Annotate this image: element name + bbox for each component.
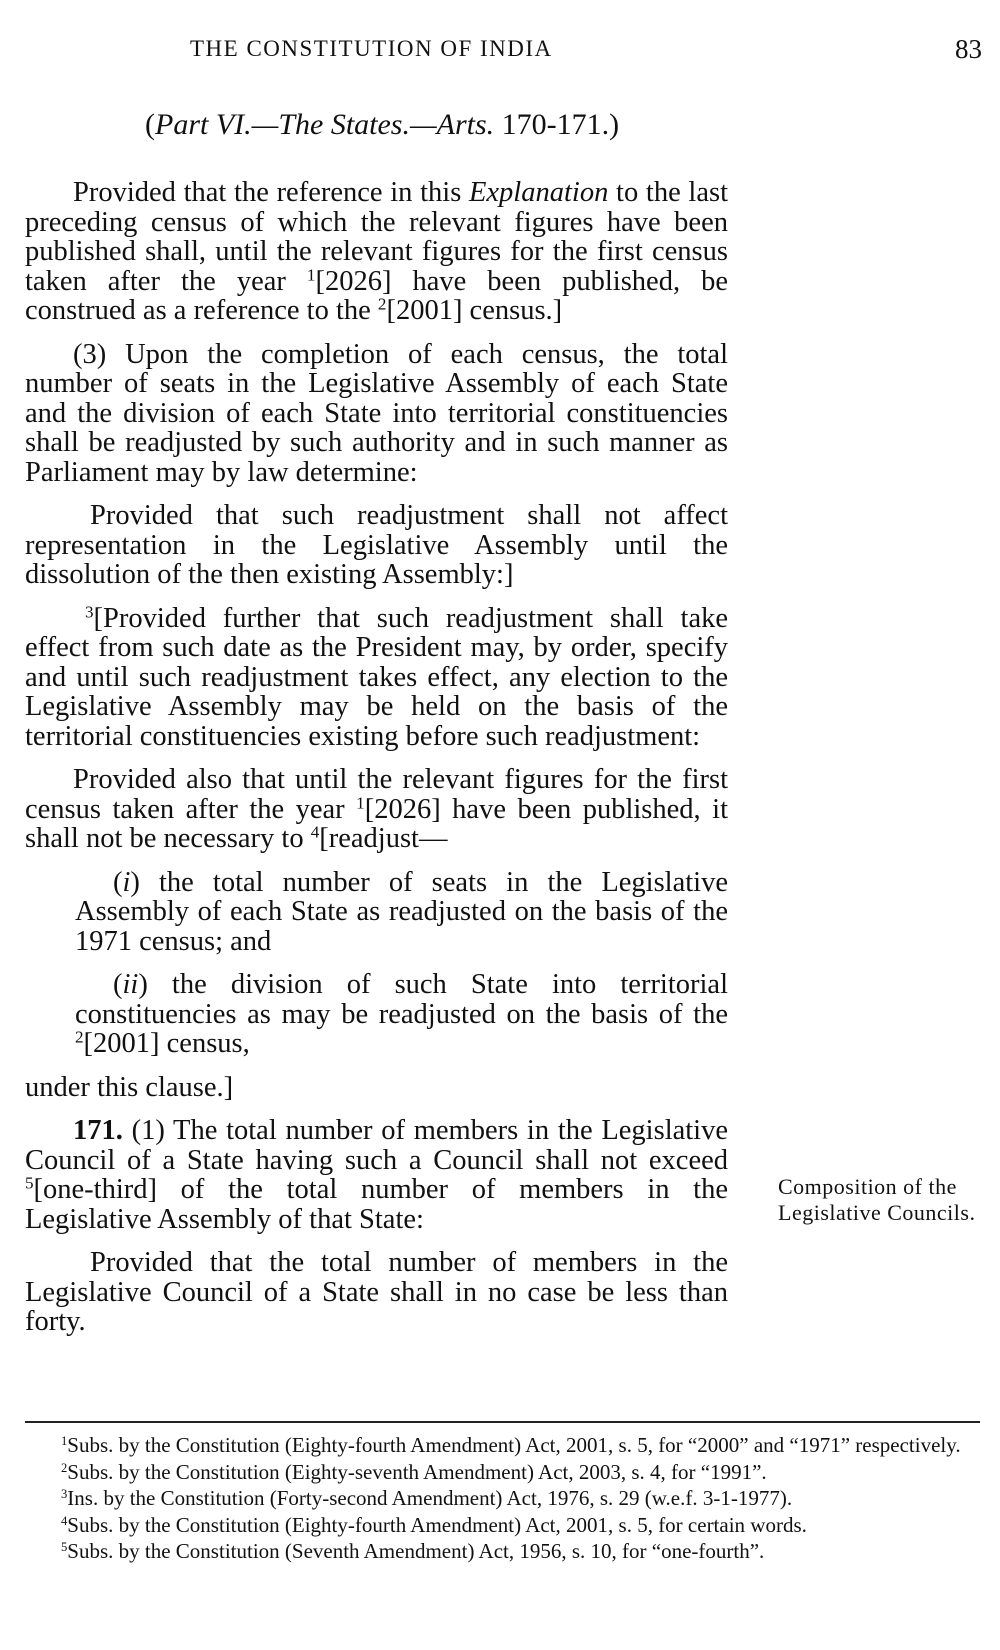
article-171 <box>25 1116 728 1234</box>
paragraph-proviso: Provided that such readjustment shall not affect representation in the Legislative Assembly until the dissolution of the then existing Assembly:] <box>25 500 728 590</box>
sub-clause-ii <box>25 970 728 1059</box>
paragraph-proviso-also <box>25 765 728 854</box>
clause-number: ii <box>122 969 139 1000</box>
sub-clause-i <box>25 868 728 957</box>
part-heading <box>145 108 619 142</box>
text-run: ) the total number of seats in the Legislative Assembly of each State as readjusted on the basis of the 1971 census; and <box>75 866 728 957</box>
footnote <box>25 1432 980 1459</box>
footnote <box>25 1512 980 1539</box>
text-run: ( <box>113 969 123 1000</box>
text-run: to the last preceding census of which the relevant figures have been published shall, until the relevant figures for the first census taken after the year <box>25 177 728 297</box>
paragraph-explanation-proviso <box>25 178 728 326</box>
footnote-ref: 1 <box>306 265 316 285</box>
article-number: 171. <box>73 1115 123 1146</box>
text-run: Provided also that until the relevant figures for the first census taken after the year <box>25 764 728 825</box>
footnote-mark: 3 <box>61 1487 68 1502</box>
footnote-ref: 3 <box>85 602 94 622</box>
clause-number: i <box>122 866 131 898</box>
footnote-ref: 2 <box>75 1027 84 1047</box>
running-title: THE CONSTITUTION OF INDIA <box>190 36 553 61</box>
text-run: [Provided further that such readjustment shall take effect from such date as the President may, by order, specify and until such readjustment takes effect, any election to the Legislative Assembly may be held on the basis of the territorial constituencies existing before such readjustment: <box>25 602 728 752</box>
footnote-mark: 2 <box>61 1460 68 1475</box>
paragraph-proviso-further <box>25 604 728 752</box>
footnote-divider <box>25 1421 980 1423</box>
text-run: ( <box>113 866 123 898</box>
footnotes <box>25 1432 980 1565</box>
footnote <box>25 1485 980 1512</box>
footnote-mark: 4 <box>61 1513 68 1528</box>
text-run: [2001] census, <box>83 1028 250 1059</box>
part-heading-open: ( <box>145 108 155 141</box>
text-run: [2026] have been published, be construed as a reference to the <box>25 265 729 326</box>
footnote-text: Subs. by the Constitution (Eighty-fourth Amendment) Act, 2001, s. 5, for “2000” and “1971” respectively. <box>67 1433 961 1457</box>
footnote-text: Ins. by the Constitution (Forty-second Amendment) Act, 1976, s. 29 (w.e.f. 3-1-1977). <box>67 1486 793 1510</box>
part-heading-articles: 170-171.) <box>494 108 620 141</box>
text-run: [one-third] of the total number of members in the Legislative Assembly of that State: <box>25 1174 728 1235</box>
margin-note: Composition of the Legislative Councils. <box>778 1174 976 1225</box>
footnote-text: Subs. by the Constitution (Eighty-seventh Amendment) Act, 2003, s. 4, for “1991”. <box>67 1459 767 1484</box>
main-text <box>25 178 728 1351</box>
part-heading-italic: Part VI.—The States.—Arts. <box>155 108 495 141</box>
text-run: [2026] have been published, it shall not be necessary to <box>25 793 728 854</box>
footnote-ref: 1 <box>356 793 365 813</box>
text-run: (1) The total number of members in the Legislative Council of a State having such a Council shall not exceed <box>25 1115 728 1176</box>
paragraph-proviso-171: Provided that the total number of members in the Legislative Council of a State shall in no case be less than forty. <box>25 1247 728 1337</box>
paragraph-clause-3: (3) Upon the completion of each census, the total number of seats in the Legislative Assembly of each State and the division of each State into territorial constituencies shall be readjusted by such authority and in such manner as Parliament may by law determine: <box>25 338 728 488</box>
text-run: [readjust— <box>319 823 448 854</box>
page-number: 83 <box>955 34 982 64</box>
footnote-text: Subs. by the Constitution (Seventh Amendment) Act, 1956, s. 10, for “one-fourth”. <box>67 1539 765 1563</box>
closing-line: under this clause.] <box>25 1071 234 1103</box>
footnote <box>25 1538 980 1565</box>
text-run: [2001] census.] <box>386 295 563 326</box>
footnote <box>25 1459 980 1486</box>
footnote-mark: 1 <box>61 1434 68 1449</box>
footnote-ref: 5 <box>25 1173 34 1193</box>
footnote-mark: 5 <box>61 1540 68 1555</box>
footnote-ref: 4 <box>310 822 320 842</box>
italic-term: Explanation <box>469 177 609 208</box>
footnote-ref: 2 <box>377 294 387 314</box>
text-run: Provided that the reference in this <box>73 177 469 208</box>
footnote-text: Subs. by the Constitution (Eighty-fourth Amendment) Act, 2001, s. 5, for certain words. <box>67 1512 807 1537</box>
text-run: ) the division of such State into territorial constituencies as may be readjusted on the basis of the <box>75 969 728 1030</box>
